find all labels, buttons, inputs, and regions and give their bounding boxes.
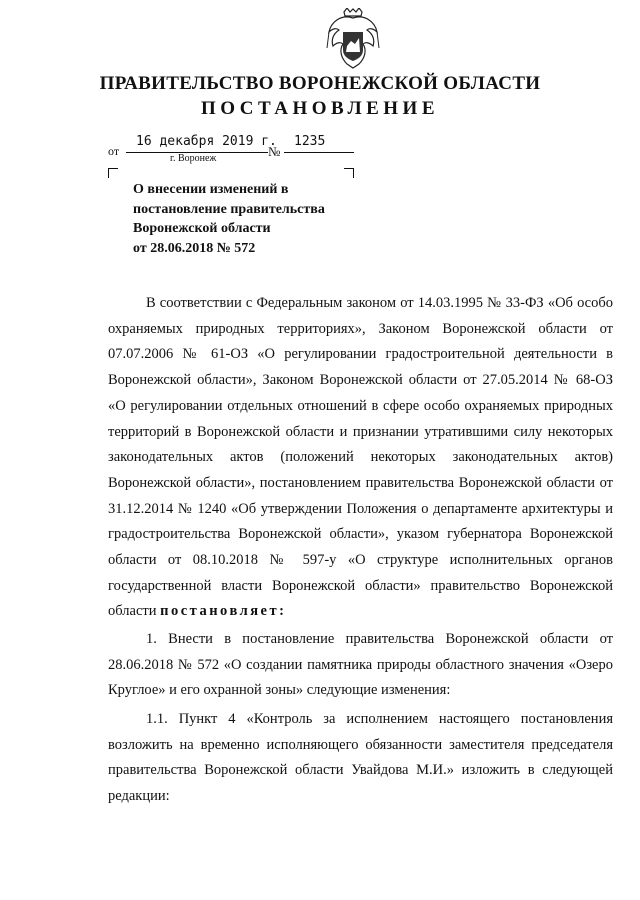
subject-line: от 28.06.2018 № 572	[133, 240, 256, 256]
city-label: г. Воронеж	[170, 153, 217, 164]
subject-line: постановление правительства	[133, 201, 325, 217]
subject-line: Воронежской области	[133, 221, 271, 236]
preamble-paragraph	[108, 291, 613, 625]
date-value: 16 декабря 2019 г.	[136, 134, 277, 149]
date-number-row	[108, 136, 368, 160]
number-underline	[284, 152, 354, 153]
subject-line: О внесении изменений в	[133, 182, 289, 197]
left-corner-bracket	[108, 168, 118, 178]
number-value: 1235	[294, 134, 326, 149]
organization-title: ПРАВИТЕЛЬСТВО ВОРОНЕЖСКОЙ ОБЛАСТИ	[99, 73, 541, 94]
item-1-1-paragraph: 1.1. Пункт 4 «Контроль за исполнением настоящего постановления возложить на временно исполняющего обязанности заместителя председателя правительства Воронежской области Увайдова М.И.» изложить в следующей редакции:	[108, 711, 613, 805]
document-type-title: ПОСТАНОВЛЕНИЕ	[200, 98, 440, 119]
document-subject	[133, 180, 403, 258]
right-corner-bracket	[344, 168, 354, 178]
number-prefix-label: №	[268, 144, 281, 159]
date-prefix-label: от	[108, 144, 120, 158]
item-1-paragraph: 1. Внести в постановление правительства Воронежской области от 28.06.2018 № 572 «О создании памятника природы областного значения «Озеро Круглое» и его охранной зоны» следующие изменения:	[108, 631, 613, 699]
coat-of-arms-emblem	[325, 8, 381, 70]
preamble-text: В соответствии с Федеральным законом от 14.03.1995 № 33-ФЗ «Об особо охраняемых природных территориях», Законом Воронежской области от 07.07.2006 № 61-ОЗ «О регулировании градостроительной деятельности в Воронежской области», Законом Воронежской области от 27.05.2014 № 68-ОЗ «О регулировании отдельных отношений в сфере особо охраняемых природных территорий в Воронежской области и признании утратившими силу некоторых законодательных актов (положений некоторых законодательных актов) Воронежской области», постановлением правительства Воронежской области от 31.12.2014 № 1240 «Об утверждении Положения о департаменте архитектуры и градостроительства Воронежской области», указом губернатора Воронежской области от 08.10.2018 № 597-у «О структуре исполнительных органов государственной власти Воронежской области» правительство Воронежской области	[108, 295, 613, 620]
resolves-keyword: постановляет:	[160, 603, 287, 620]
